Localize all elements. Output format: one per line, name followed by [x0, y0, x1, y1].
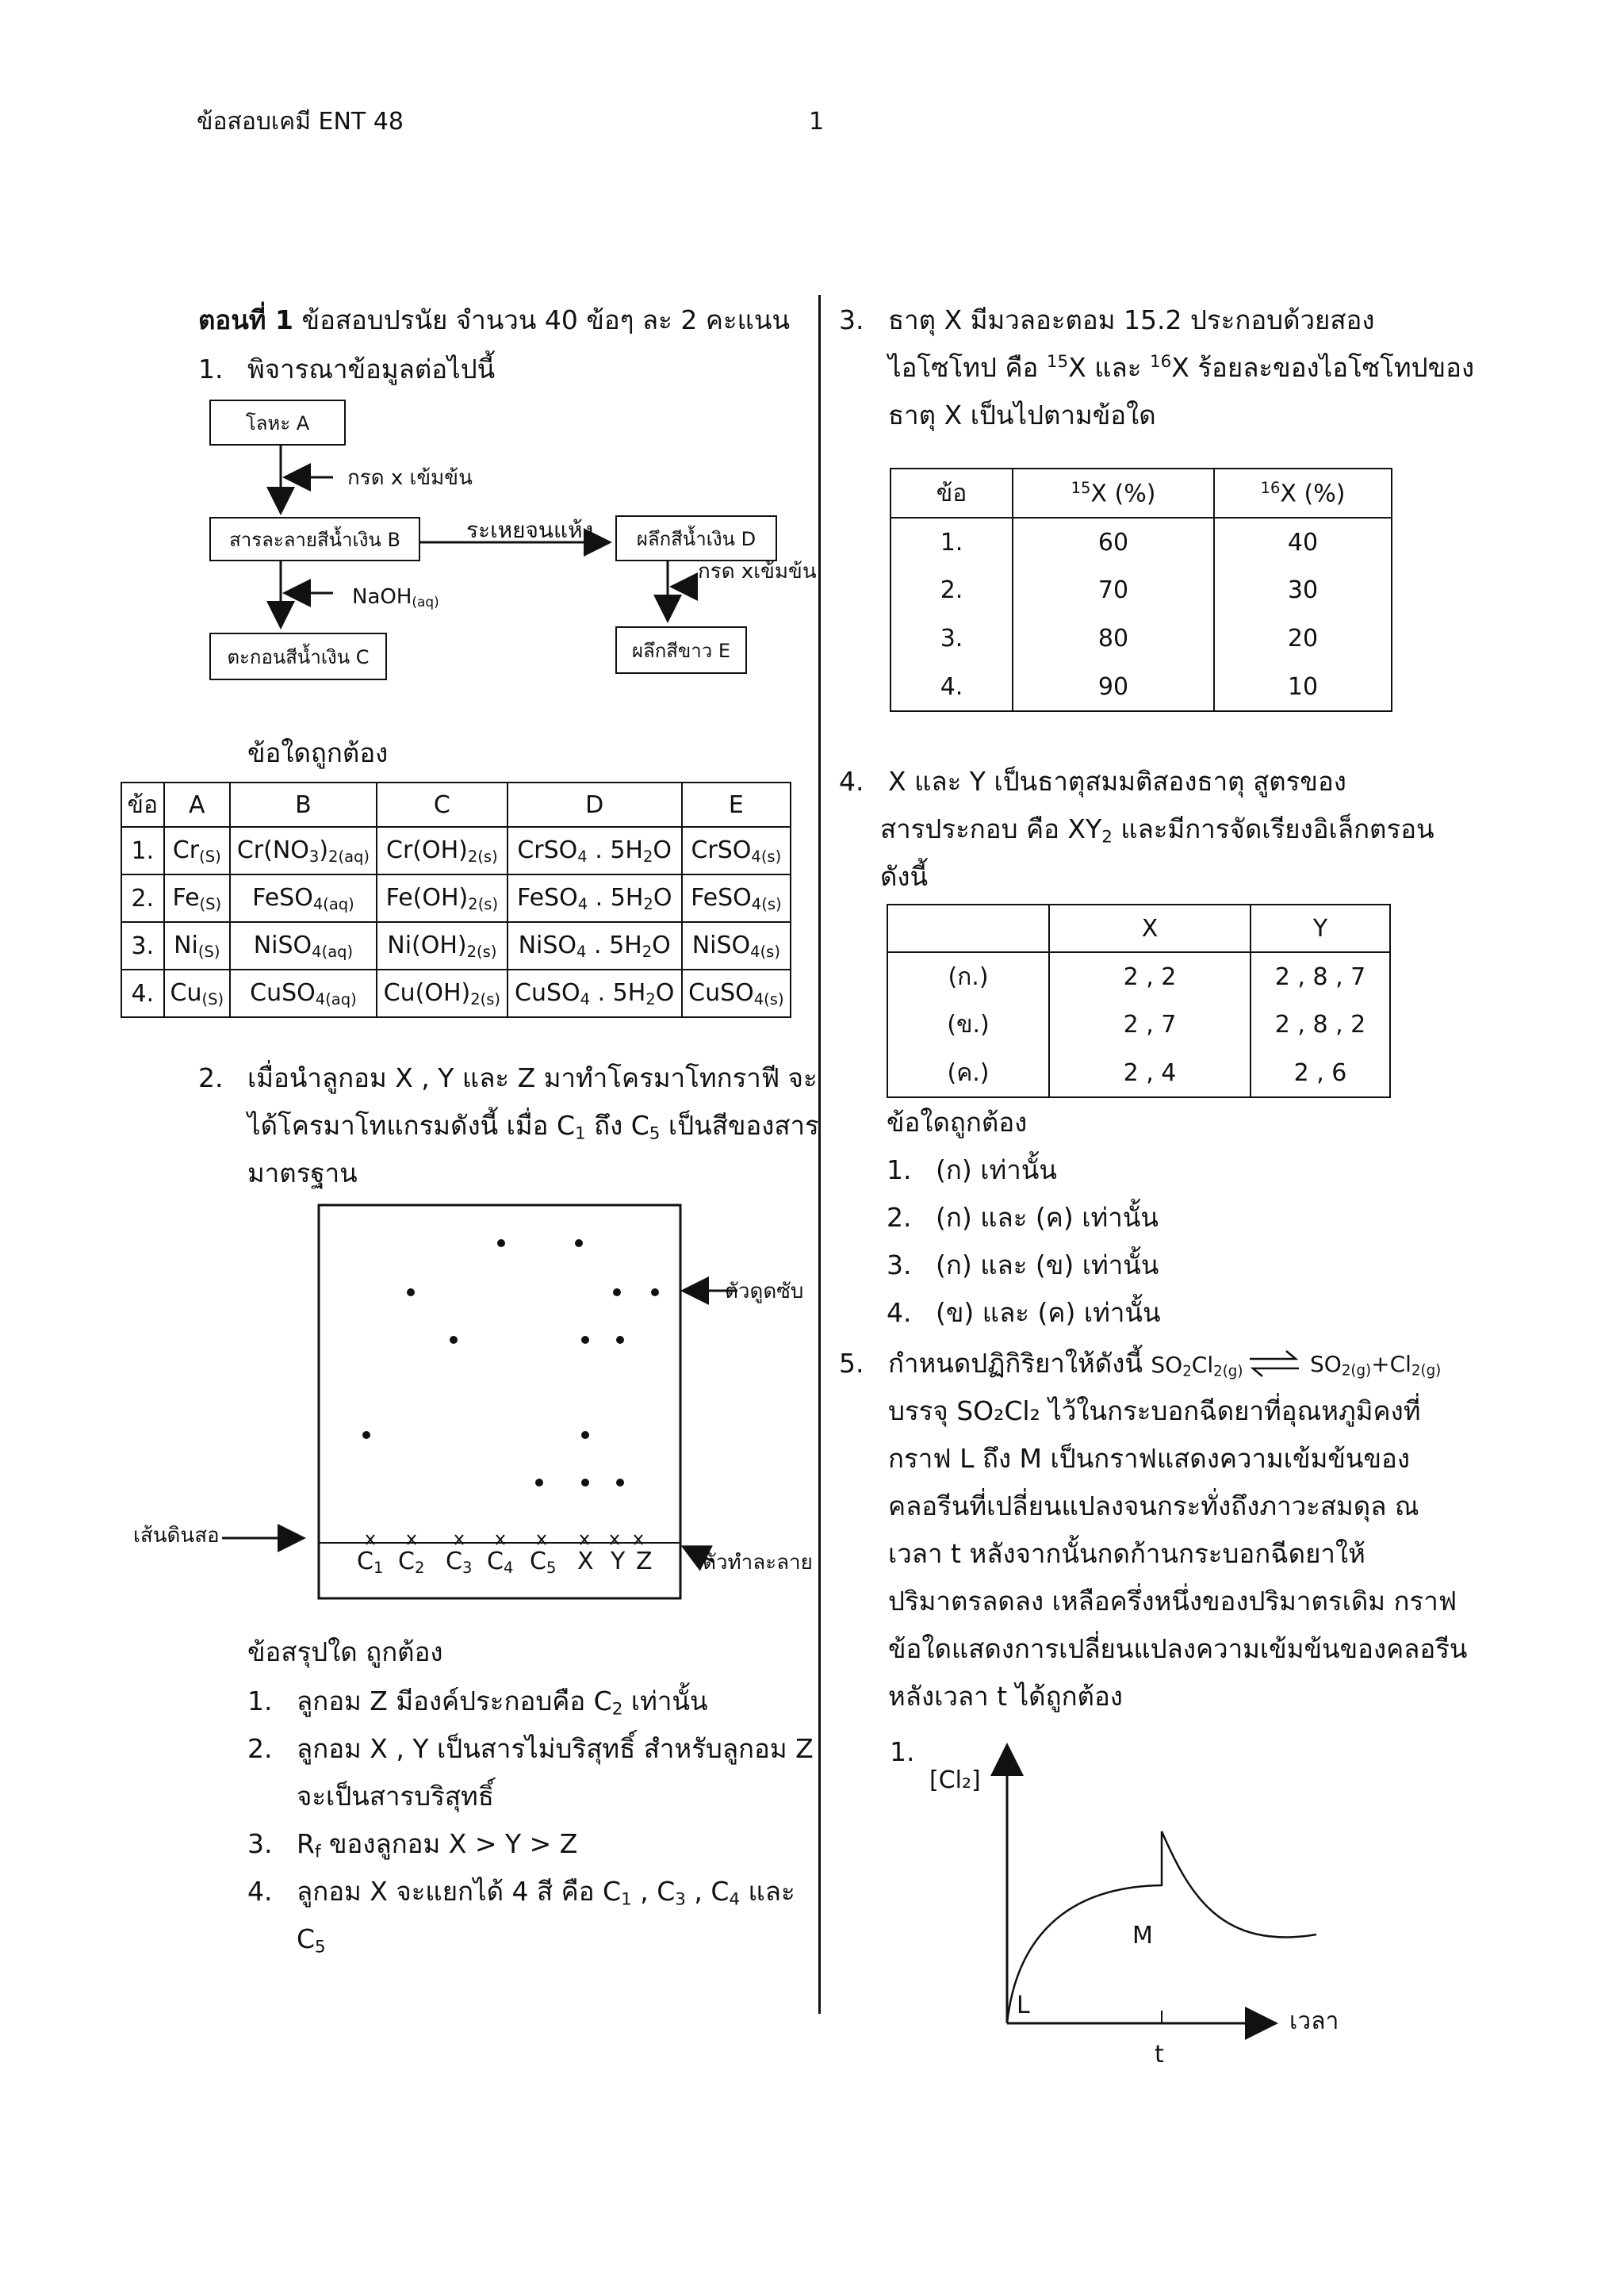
q2-choice-4-sub2: 3: [675, 1889, 686, 1910]
q4-line2-a: สารประกอบ คือ XY: [880, 813, 1102, 844]
q2-choice-4-sub1: 1: [621, 1889, 632, 1910]
table-cell: 2 , 8 , 7: [1251, 952, 1390, 1001]
flow-box-d: ผลึกสีน้ำเงิน D: [615, 515, 777, 561]
flow-label-acid-2: กรด xเข้มข้น: [698, 560, 817, 584]
q4-header-cell: X: [1049, 905, 1251, 952]
q2-line2-a: ได้โครมาโทแกรมดังนี้ เมื่อ C: [247, 1110, 576, 1141]
table-cell: $Cu(OH)_{2(s)}$: [377, 970, 508, 1017]
q2-choice-1-tail: เท่านั้น: [622, 1686, 708, 1716]
page-number: 1: [809, 108, 825, 136]
lane-label-y: Y: [611, 1548, 626, 1575]
q2-line2-e: เป็นสีของสาร: [660, 1110, 819, 1141]
table-cell: 30: [1214, 566, 1392, 614]
q4-line3: ดังนี้: [880, 861, 929, 892]
q3-header-cell: [1214, 469, 1392, 518]
lane-label-c4: $C_4$: [487, 1548, 514, 1577]
q3-line3: ธาตุ X เป็นไปตามข้อใด: [888, 400, 1156, 430]
q2-choice-4-tail1: , C: [631, 1876, 676, 1907]
q3-line2-a: ไอโซโทป คือ: [888, 352, 1047, 383]
q2-choice-4-line2: [297, 1923, 326, 1957]
q2-choice-3-text: R: [297, 1828, 315, 1859]
table-cell: CuSO$_{4(s)}$: [682, 970, 791, 1017]
table-cell: 90: [1013, 663, 1214, 711]
graph-ylabel: [Cl₂]: [929, 1766, 981, 1794]
chromatogram-figure: [0, 0, 825, 1665]
q3-iso1: 15: [1046, 352, 1069, 373]
table-cell: 2 , 6: [1251, 1049, 1390, 1097]
table-row: [887, 1049, 1390, 1097]
q2-question: ข้อสรุปใด ถูกต้อง: [247, 1636, 443, 1667]
q1-header-cell: B: [230, 783, 377, 827]
q2-choice-3-tail: ของลูกอม X > Y > Z: [320, 1828, 578, 1859]
q2-line3: มาตรฐาน: [247, 1158, 358, 1188]
q2-choice-3: [297, 1828, 577, 1862]
table-cell: $Cr(NO_3)_{2(aq)}$: [230, 827, 377, 874]
q5-line1: [888, 1348, 1243, 1380]
q2-choice-1-sub: 2: [611, 1699, 623, 1720]
q5-line8: หลังเวลา t ได้ถูกต้อง: [888, 1681, 1123, 1712]
q2-line2-c: ถึง C: [585, 1110, 649, 1141]
table-row: [887, 952, 1390, 1001]
table-cell: NiSO$_{4(s)}$: [682, 922, 791, 970]
q4-table-body: [887, 952, 1390, 1097]
q4-choice-4-num: 4.: [887, 1297, 912, 1328]
q3-header-sup-1: 15: [1071, 478, 1091, 497]
q3-header-1: X (%): [1090, 480, 1156, 508]
q4-choice-4: (ข) และ (ค) เท่านั้น: [936, 1297, 1161, 1328]
table-cell: CrSO$_4$ . $5H_2O$: [508, 827, 682, 874]
q4-line2-c: และมีการจัดเรียงอิเล็กตรอน: [1112, 813, 1434, 844]
lane-label-c5: $C_5$: [530, 1548, 557, 1577]
q5-line5: เวลา t หลังจากนั้นกดก้านกระบอกฉีดยาให้: [888, 1538, 1365, 1569]
q2-line2-sub2: 5: [649, 1123, 661, 1144]
q4-line2: [880, 813, 1434, 848]
q2-choice-1: [297, 1686, 708, 1720]
q3-iso2: 16: [1149, 352, 1172, 373]
label-baseline: เส้นดินสอ: [133, 1524, 220, 1548]
table-cell: 2 , 4: [1049, 1049, 1251, 1097]
table-cell: $Fe(OH)_{2(s)}$: [377, 874, 508, 922]
q5-eq-left: $SO_2Cl_{2(g)}$: [1151, 1352, 1243, 1380]
q4-table: [887, 904, 1391, 1098]
q5-choice-1-num: 1.: [890, 1736, 915, 1767]
lane-label-z: Z: [636, 1548, 653, 1575]
label-adsorbent: ตัวดูดซับ: [725, 1280, 804, 1303]
chromatogram-spots: [362, 1239, 659, 1487]
q5-eq-right: $SO_{2(g)}+Cl_{2(g)}$: [1310, 1351, 1442, 1380]
q3-number: 3.: [839, 304, 864, 335]
table-cell: 2 , 8 , 2: [1251, 1001, 1390, 1049]
q1-header-cell: ข้อ: [121, 783, 164, 827]
q3-line2: [888, 352, 1474, 384]
table-cell: 4.: [891, 663, 1013, 711]
q3-header-cell: [1013, 469, 1214, 518]
table-row: [891, 518, 1392, 566]
table-cell: 3.: [891, 614, 1013, 663]
table-cell: CuSO$_{4(aq)}$: [230, 970, 377, 1017]
table-cell: FeSO$_4$ . $5H_2O$: [508, 874, 682, 922]
table-cell: 1.: [891, 518, 1013, 566]
q4-choice-3-num: 3.: [887, 1249, 912, 1280]
q1-header-cell: C: [377, 783, 508, 827]
q2-choice-1-num: 1.: [247, 1686, 273, 1716]
table-cell: $Cu_{(S)}$: [164, 970, 230, 1017]
q5-line2: บรรจุ SO₂Cl₂ ไว้ในกระบอกฉีดยาที่อุณหภูมิคงที่: [888, 1395, 1421, 1426]
table-cell: CuSO$_4$ . $5H_2O$: [508, 970, 682, 1017]
q2-choice-4-sub3: 4: [729, 1889, 741, 1910]
table-row: [891, 663, 1392, 711]
q2-choice-4: [297, 1876, 795, 1910]
naoh-text: NaOH: [352, 585, 412, 609]
table-cell: (ก.): [887, 952, 1049, 1001]
q2-choice-4-tail2: , C: [685, 1876, 730, 1907]
q2-choice-4-line2-text: C: [297, 1923, 316, 1954]
q2-choice-2-text: ลูกอม X , Y เป็นสารไม่บริสุทธิ์ สำหรับลูกอม Z: [297, 1733, 814, 1764]
label-solvent: ตัวทำละลาย: [703, 1551, 813, 1575]
q2-choice-4-text: ลูกอม X จะแยกได้ 4 สี คือ C: [297, 1876, 622, 1907]
q1-header-cell: E: [682, 783, 791, 827]
table-cell: 1.: [121, 827, 164, 874]
table-cell: FeSO$_{4(s)}$: [682, 874, 791, 922]
q5-line3: กราฟ L ถึง M เป็นกราฟแสดงความเข้มข้นของ: [888, 1443, 1410, 1474]
q3-header-sup-2: 16: [1260, 478, 1281, 497]
q4-choice-1: (ก) เท่านั้น: [936, 1154, 1057, 1185]
table-cell: 2.: [121, 874, 164, 922]
q4-header-cell: [887, 905, 1049, 952]
table-cell: 3.: [121, 922, 164, 970]
table-cell: 4.: [121, 970, 164, 1017]
q4-choice-2-num: 2.: [887, 1202, 912, 1233]
q2-choice-4-tail3: และ: [740, 1876, 795, 1907]
q1-header-cell: A: [164, 783, 230, 827]
q3-header-2: X (%): [1280, 480, 1346, 508]
table-cell: 70: [1013, 566, 1214, 614]
q5-line4: คลอรีนที่เปลี่ยนแปลงจนกระทั่งถึงภาวะสมดุล ณ: [888, 1490, 1419, 1521]
lane-label-x: X: [577, 1548, 594, 1575]
q2-line2-sub1: 1: [575, 1123, 586, 1144]
q4-choice-3: (ก) และ (ข) เท่านั้น: [936, 1249, 1159, 1280]
q4-line1: X และ Y เป็นธาตุสมมติสองธาตุ สูตรของ: [888, 766, 1346, 797]
header-title: ข้อสอบเคมี ENT 48: [197, 108, 404, 136]
table-cell: $Ni_{(S)}$: [164, 922, 230, 970]
table-cell: NiSO$_{4(aq)}$: [230, 922, 377, 970]
table-cell: 40: [1214, 518, 1392, 566]
flow-box-c: ตะกอนสีน้ำเงิน C: [209, 633, 387, 680]
q3-header-cell: [891, 469, 1013, 518]
flow-box-b: สารละลายสีน้ำเงิน B: [209, 517, 420, 561]
flow-box-e: ผลึกสีขาว E: [615, 626, 747, 674]
q3-line2-c: X ร้อยละของไอโซโทปของ: [1171, 352, 1475, 383]
q3-table: [890, 468, 1392, 712]
q1-question: ข้อใดถูกต้อง: [247, 737, 389, 768]
flow-label-acid: กรด x เข้มข้น: [347, 466, 473, 490]
naoh-sub: (aq): [412, 594, 439, 610]
q4-header-cell: Y: [1251, 905, 1390, 952]
q5-line6: ปริมาตรลดลง เหลือครึ่งหนึ่งของปริมาตรเดิม กราฟ: [888, 1586, 1457, 1617]
table-row: [891, 566, 1392, 614]
q5-line7: ข้อใดแสดงการเปลี่ยนแปลงความเข้มข้นของคลอรีน: [888, 1633, 1468, 1664]
table-cell: 20: [1214, 614, 1392, 663]
section-text: ข้อสอบปรนัย จำนวน 40 ข้อๆ ละ 2 คะแนน: [301, 304, 791, 335]
q2-choice-2-num: 2.: [247, 1733, 273, 1764]
table-cell: FeSO$_{4(aq)}$: [230, 874, 377, 922]
table-cell: $Fe_{(S)}$: [164, 874, 230, 922]
q1-number: 1.: [198, 354, 224, 385]
table-cell: CrSO$_{4(s)}$: [682, 827, 791, 874]
q3-line2-b: X และ: [1068, 352, 1150, 383]
table-cell: 80: [1013, 614, 1214, 663]
lane-label-c1: $C_1$: [357, 1548, 384, 1577]
table-cell: $Cr_{(S)}$: [164, 827, 230, 874]
flow-label-evaporate: ระเหยจนแห้ง: [466, 517, 594, 543]
q3-line1: ธาตุ X มีมวลอะตอม 15.2 ประกอบด้วยสอง: [888, 304, 1375, 335]
table-row: [891, 614, 1392, 663]
q4-line2-sub: 2: [1101, 827, 1113, 848]
q4-choice-2: (ก) และ (ค) เท่านั้น: [936, 1202, 1159, 1233]
concentration-curve: [1007, 1831, 1316, 2023]
lane-label-c3: $C_3$: [446, 1548, 473, 1577]
graph-label-m: M: [1132, 1922, 1153, 1950]
q4-choice-1-num: 1.: [887, 1154, 912, 1185]
q2-choice-2-line2: จะเป็นสารบริสุทธิ์: [297, 1781, 494, 1812]
table-cell: $Ni(OH)_{2(s)}$: [377, 922, 508, 970]
q2-number: 2.: [198, 1062, 224, 1093]
table-cell: $Cr(OH)_{2(s)}$: [377, 827, 508, 874]
q2-choice-4-line2-sub: 5: [315, 1937, 326, 1957]
section-label: ตอนที่ 1: [198, 304, 294, 335]
q2-choice-1-text: ลูกอม Z มีองค์ประกอบคือ C: [297, 1686, 612, 1716]
q2-choice-3-num: 3.: [247, 1828, 273, 1859]
table-cell: 60: [1013, 518, 1214, 566]
q2-line1: เมื่อนำลูกอม X , Y และ Z มาทำโครมาโทกราฟี จะ: [247, 1062, 818, 1093]
lane-label-c2: $C_2$: [398, 1548, 425, 1577]
equilibrium-arrows-icon: [1247, 1348, 1302, 1380]
q2-choice-4-num: 4.: [247, 1876, 273, 1907]
table-cell: (ค.): [887, 1049, 1049, 1097]
table-cell: NiSO$_4$ . $5H_2O$: [508, 922, 682, 970]
table-cell: 2 , 2: [1049, 952, 1251, 1001]
q5-number: 5.: [839, 1348, 864, 1379]
q5-line1-text: กำหนดปฏิกิริยาให้ดังนี้: [888, 1348, 1151, 1379]
q1-header-cell: D: [508, 783, 682, 827]
q2-choice-3-sub: f: [314, 1842, 321, 1862]
table-row: [887, 1001, 1390, 1049]
table-cell: 10: [1214, 663, 1392, 711]
table-cell: 2.: [891, 566, 1013, 614]
graph-label-t: t: [1155, 2041, 1164, 2068]
q1-stem: พิจารณาข้อมูลต่อไปนี้: [247, 354, 496, 385]
graph-xlabel: เวลา: [1289, 2007, 1339, 2035]
table-cell: (ข.): [887, 1001, 1049, 1049]
q3-header-0: ข้อ: [936, 479, 967, 507]
table-cell: 2 , 7: [1049, 1001, 1251, 1049]
q4-question: ข้อใดถูกต้อง: [887, 1107, 1028, 1138]
q4-number: 4.: [839, 766, 864, 797]
flow-box-a: โลหะ A: [209, 400, 346, 446]
q3-table-body: [891, 518, 1392, 711]
graph-label-l: L: [1017, 1992, 1030, 2019]
